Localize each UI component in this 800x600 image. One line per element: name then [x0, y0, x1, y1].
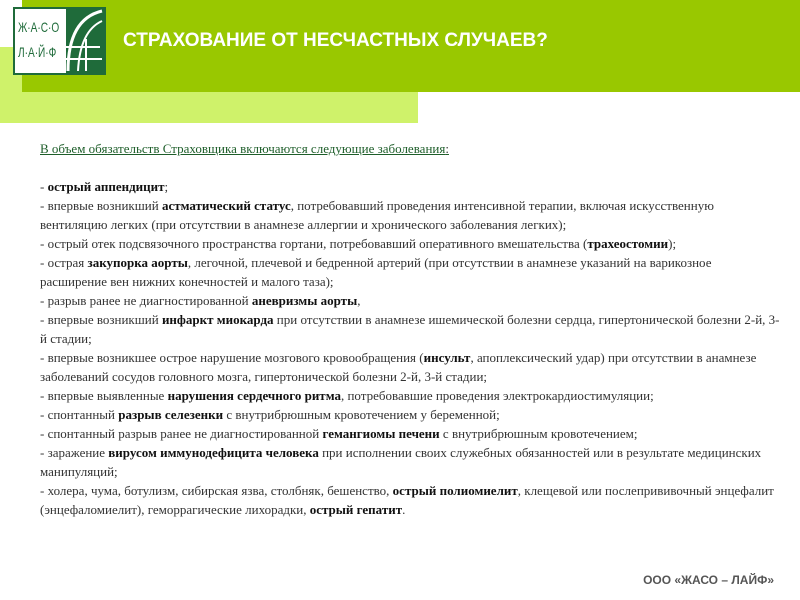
disease-name: закупорка аорты — [87, 255, 188, 270]
heading-colon: : — [445, 141, 449, 156]
item-text: - спонтанный — [40, 407, 119, 422]
item-text: - впервые возникший — [40, 312, 162, 327]
disease-name: инфаркт миокарда — [161, 312, 274, 327]
item-text: , потребовавшие проведения электрокардиостимуляции; — [340, 388, 654, 403]
list-item — [40, 196, 780, 234]
list-item — [40, 405, 780, 424]
disease-list — [40, 177, 780, 519]
page-title: СТРАХОВАНИЕ ОТ НЕСЧАСТНЫХ СЛУЧАЕВ? — [123, 30, 548, 51]
item-text: - разрыв ранее не диагностированной — [40, 293, 252, 308]
item-text: ); — [668, 236, 677, 251]
list-item — [40, 310, 780, 348]
item-text: при отсутствии в анамнезе ишемической болезни сердца, гипертонической болезни 2-й, 3-й стадии; — [40, 312, 780, 346]
item-text: с внутрибрюшным кровотечением у беременной; — [223, 407, 500, 422]
list-item — [40, 291, 780, 310]
list-item — [40, 234, 780, 253]
logo-text-line: Л·А·Й·Ф — [18, 44, 57, 60]
logo-arch-icon — [66, 9, 104, 73]
main-content — [40, 139, 780, 519]
list-item — [40, 443, 780, 481]
section-heading — [40, 139, 780, 158]
item-text: , легочной, плечевой и бедренной артерий (при отсутствии в анамнезе указаний на варикозное расширение вен нижних конечностей и малого таза); — [40, 255, 712, 289]
logo-text-line: Ж·А·С·О — [18, 19, 60, 35]
disease-name: острый гепатит — [309, 502, 403, 517]
item-text: , потребовавший проведения интенсивной терапии, включая искусственную вентиляцию легких (при отсутствии в анамнезе аллергии и хронического заболевания легких); — [40, 198, 714, 232]
disease-name: острый аппендицит — [47, 179, 165, 194]
heading-text: В объем обязательств Страховщика включаются следующие заболевания — [40, 141, 446, 156]
list-item — [40, 253, 780, 291]
disease-name: разрыв селезенки — [118, 407, 224, 422]
logo-text — [18, 15, 59, 65]
disease-name: аневризмы аорты — [251, 293, 358, 308]
disease-name: гемангиомы печени — [322, 426, 440, 441]
list-item — [40, 348, 780, 386]
disease-name: инсульт — [423, 350, 471, 365]
disease-name: острый полиомиелит — [392, 483, 518, 498]
item-text: - впервые выявленные — [40, 388, 168, 403]
list-item — [40, 177, 780, 196]
footer-company: ООО «ЖАСО – ЛАЙФ» — [643, 573, 774, 587]
item-text: при исполнении своих служебных обязанностей или в результате медицинских манипуляций; — [40, 445, 762, 479]
list-item — [40, 481, 780, 519]
item-text: , клещевой или послепрививочный энцефалит (энцефаломиелит), геморрагические лихорадки, — [40, 483, 774, 517]
item-text: - впервые возникший — [40, 198, 162, 213]
company-logo — [13, 7, 106, 75]
item-text: с внутрибрюшным кровотечением; — [439, 426, 638, 441]
list-item — [40, 424, 780, 443]
item-text: ; — [164, 179, 169, 194]
item-text: - заражение — [40, 445, 109, 460]
list-item — [40, 386, 780, 405]
item-text: , апоплексический удар) при отсутствии в анамнезе заболеваний сосудов головного мозга, гипертонической болезни 2-й, 3-й стадии; — [40, 350, 757, 384]
item-text: - — [40, 179, 48, 194]
disease-name: трахеостомии — [587, 236, 669, 251]
item-text: - холера, чума, ботулизм, сибирская язва, столбняк, бешенство, — [40, 483, 393, 498]
item-text: - острый отек подсвязочного пространства гортани, потребовавший оперативного вмешательства ( — [40, 236, 588, 251]
disease-name: нарушения сердечного ритма — [167, 388, 341, 403]
item-text: - впервые возникшее острое нарушение мозгового кровообращения ( — [40, 350, 424, 365]
item-text: . — [402, 502, 406, 517]
disease-name: астматический статус — [161, 198, 291, 213]
item-text: - острая — [40, 255, 88, 270]
item-text: - спонтанный разрыв ранее не диагностированной — [40, 426, 323, 441]
disease-name: вирусом иммунодефицита человека — [108, 445, 319, 460]
item-text: , — [357, 293, 361, 308]
